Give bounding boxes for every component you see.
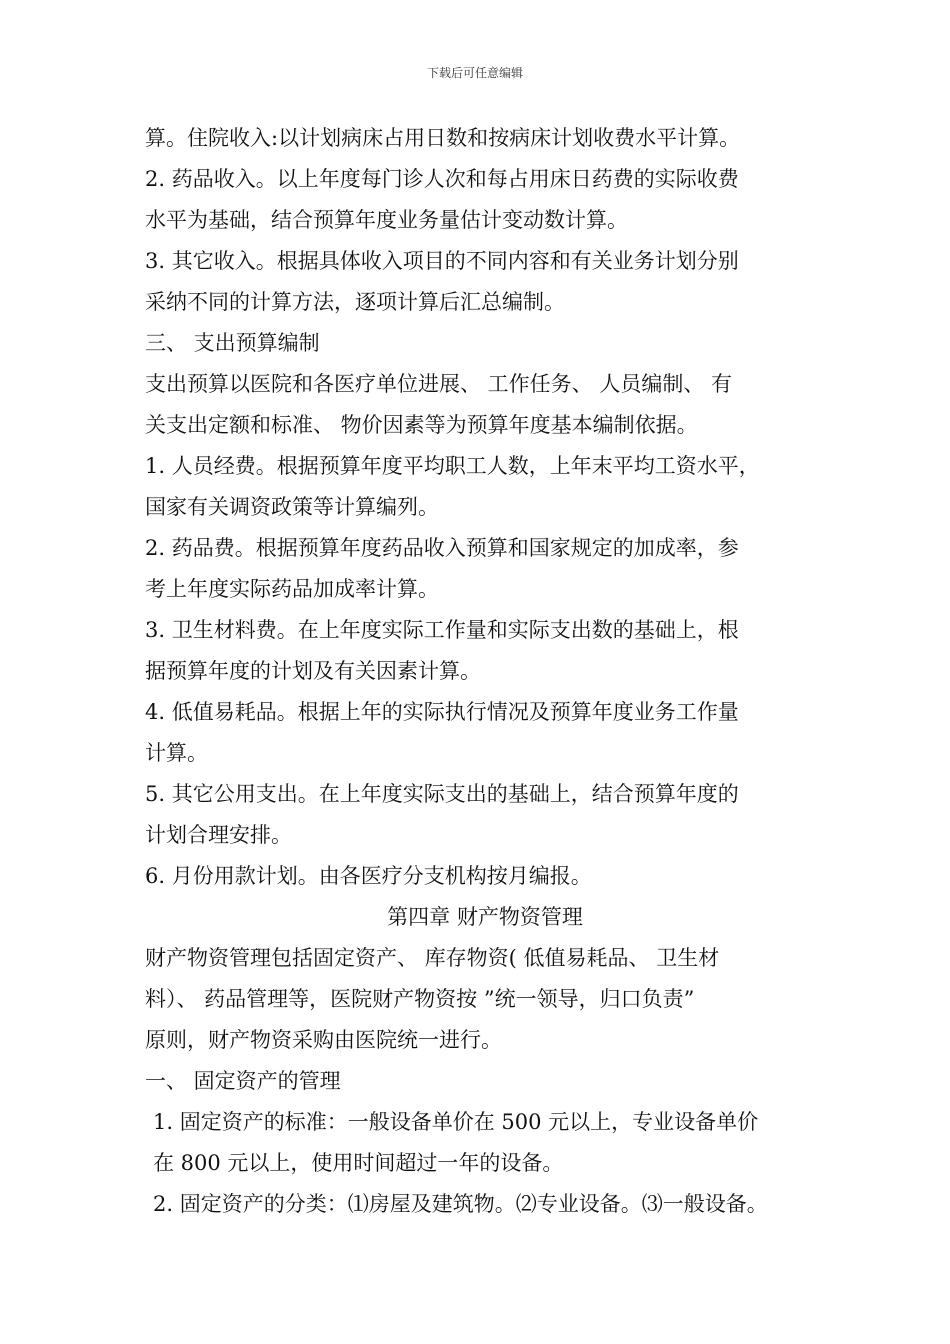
section-heading: 三、 支出预算编制 xyxy=(145,331,320,355)
chapter-title: 第四章 财产物资管理 xyxy=(387,905,583,929)
text-line: 2. 药品收入。以上年度每门诊人次和每占用床日药费的实际收费 xyxy=(145,167,739,191)
text-line: 2. 固定资产的分类：⑴房屋及建筑物。⑵专业设备。⑶一般设备。 xyxy=(153,1192,768,1216)
text-line: 支出预算以医院和各医疗单位进展、 工作任务、 人员编制、 有 xyxy=(145,372,733,396)
text-line: 考上年度实际药品加成率计算。 xyxy=(145,577,439,601)
text-line: 采纳不同的计算方法，逐项计算后汇总编制。 xyxy=(145,290,565,314)
text-line: 3. 卫生材料费。在上年度实际工作量和实际支出数的基础上，根 xyxy=(145,618,739,642)
text-line: 据预算年度的计划及有关因素计算。 xyxy=(145,659,481,683)
text-line: 1. 固定资产的标准：一般设备单价在 500 元以上，专业设备单价 xyxy=(153,1110,759,1134)
document-body xyxy=(145,118,825,1225)
text-line: 算。住院收入:以计划病床占用日数和按病床计划收费水平计算。 xyxy=(145,126,741,150)
text-line: 4. 低值易耗品。根据上年的实际执行情况及预算年度业务工作量 xyxy=(145,700,739,724)
text-line: 6. 月份用款计划。由各医疗分支机构按月编报。 xyxy=(145,864,592,888)
text-line: 1. 人员经费。根据预算年度平均职工人数，上年末平均工资水平， xyxy=(145,454,760,478)
text-line: 3. 其它收入。根据具体收入项目的不同内容和有关业务计划分别 xyxy=(145,249,739,273)
text-line: 2. 药品费。根据预算年度药品收入预算和国家规定的加成率，参 xyxy=(145,536,739,560)
section-heading: 一、 固定资产的管理 xyxy=(145,1069,341,1093)
text-line: 水平为基础，结合预算年度业务量估计变动数计算。 xyxy=(145,208,628,232)
text-line: 计算。 xyxy=(145,741,208,765)
text-line: 关支出定额和标准、 物价因素等为预算年度基本编制依据。 xyxy=(145,413,698,437)
text-line: 在 800 元以上，使用时间超过一年的设备。 xyxy=(153,1151,564,1175)
text-line: 国家有关调资政策等计算编列。 xyxy=(145,495,439,519)
text-line: 计划合理安排。 xyxy=(145,823,292,847)
text-line: 财产物资管理包括固定资产、 库存物资( 低值易耗品、 卫生材 xyxy=(145,946,720,970)
text-line: 料）、 药品管理等，医院财产物资按 ”统一领导，归口负责” xyxy=(145,987,695,1011)
page-header: 下载后可任意编辑 xyxy=(426,66,523,80)
text-line: 原则，财产物资采购由医院统一进行。 xyxy=(145,1028,502,1052)
text-line: 5. 其它公用支出。在上年度实际支出的基础上，结合预算年度的 xyxy=(145,782,739,806)
